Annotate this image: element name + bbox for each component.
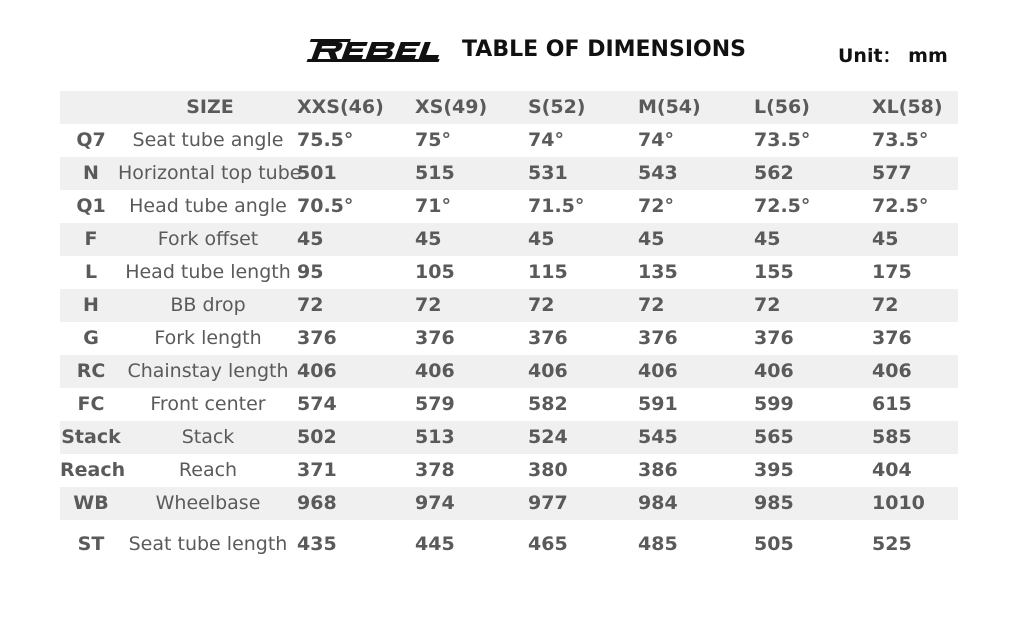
table-cell: 72.5° xyxy=(754,195,811,217)
row-label: BB drop xyxy=(170,294,246,316)
row-code: F xyxy=(84,228,98,250)
table-cell: 404 xyxy=(872,459,912,481)
table-cell: 406 xyxy=(528,360,568,382)
row-label: Horizontal top tube xyxy=(118,162,302,184)
table-cell: 501 xyxy=(297,162,337,184)
table-cell: 45 xyxy=(638,228,665,250)
table-row xyxy=(60,322,958,355)
row-label: Stack xyxy=(181,426,235,448)
table-cell: 406 xyxy=(754,360,794,382)
table-cell: 406 xyxy=(872,360,912,382)
table-cell: 75.5° xyxy=(297,129,354,151)
table-cell: 72 xyxy=(872,294,899,316)
row-label: Head tube length xyxy=(125,261,291,283)
table-cell: 515 xyxy=(415,162,455,184)
size-column-header: S(52) xyxy=(528,96,586,118)
row-label: Wheelbase xyxy=(155,492,261,514)
table-cell: 45 xyxy=(872,228,899,250)
table-cell: 45 xyxy=(297,228,324,250)
table-cell: 465 xyxy=(528,533,568,555)
row-code: Reach xyxy=(60,459,126,481)
table-cell: 115 xyxy=(528,261,568,283)
table-cell: 376 xyxy=(297,327,337,349)
row-label: Fork length xyxy=(154,327,262,349)
table-cell: 71° xyxy=(415,195,451,217)
document-title: TABLE OF DIMENSIONS xyxy=(462,37,746,62)
table-cell: 70.5° xyxy=(297,195,354,217)
table-cell: 378 xyxy=(415,459,455,481)
size-column-header: XS(49) xyxy=(415,96,488,118)
table-row xyxy=(60,289,958,322)
table-row xyxy=(60,190,958,223)
row-code: ST xyxy=(77,533,105,555)
table-cell: 72 xyxy=(415,294,442,316)
table-row xyxy=(60,157,958,190)
table-row xyxy=(60,124,958,157)
size-column-header: XXS(46) xyxy=(297,96,384,118)
table-cell: 155 xyxy=(754,261,794,283)
row-code: N xyxy=(83,162,99,184)
row-code: Stack xyxy=(61,426,121,448)
page-header xyxy=(0,30,1026,76)
table-cell: 406 xyxy=(297,360,337,382)
table-cell: 72° xyxy=(638,195,674,217)
table-row xyxy=(60,487,958,520)
table-cell: 531 xyxy=(528,162,568,184)
table-cell: 525 xyxy=(872,533,912,555)
table-cell: 386 xyxy=(638,459,678,481)
table-row xyxy=(60,454,958,487)
table-cell: 105 xyxy=(415,261,455,283)
table-cell: 485 xyxy=(638,533,678,555)
table-row xyxy=(60,355,958,388)
table-row xyxy=(60,223,958,256)
table-cell: 565 xyxy=(754,426,794,448)
table-cell: 395 xyxy=(754,459,794,481)
table-cell: 71.5° xyxy=(528,195,585,217)
table-cell: 524 xyxy=(528,426,568,448)
size-column-header: L(56) xyxy=(754,96,810,118)
row-code: RC xyxy=(76,360,106,382)
table-cell: 968 xyxy=(297,492,337,514)
table-cell: 45 xyxy=(754,228,781,250)
table-row xyxy=(60,421,958,454)
row-label: Head tube angle xyxy=(129,195,287,217)
table-cell: 376 xyxy=(415,327,455,349)
table-cell: 599 xyxy=(754,393,794,415)
table-cell: 502 xyxy=(297,426,337,448)
table-cell: 376 xyxy=(872,327,912,349)
table-cell: 977 xyxy=(528,492,568,514)
table-cell: 1010 xyxy=(872,492,925,514)
table-cell: 72 xyxy=(638,294,665,316)
table-cell: 545 xyxy=(638,426,678,448)
row-code: H xyxy=(83,294,99,316)
dimensions-table xyxy=(60,91,958,564)
table-cell: 376 xyxy=(638,327,678,349)
table-cell: 72.5° xyxy=(872,195,929,217)
table-cell: 582 xyxy=(528,393,568,415)
table-cell: 72 xyxy=(754,294,781,316)
row-code: L xyxy=(84,261,98,283)
table-cell: 73.5° xyxy=(754,129,811,151)
table-cell: 45 xyxy=(528,228,555,250)
rebel-logo xyxy=(306,36,448,66)
table-cell: 984 xyxy=(638,492,678,514)
table-row xyxy=(60,520,958,564)
table-cell: 615 xyxy=(872,393,912,415)
table-cell: 974 xyxy=(415,492,455,514)
table-cell: 175 xyxy=(872,261,912,283)
table-cell: 74° xyxy=(638,129,674,151)
table-cell: 406 xyxy=(638,360,678,382)
table-cell: 74° xyxy=(528,129,564,151)
table-cell: 72 xyxy=(528,294,555,316)
table-cell: 376 xyxy=(754,327,794,349)
row-label: Chainstay length xyxy=(127,360,289,382)
table-cell: 543 xyxy=(638,162,678,184)
table-cell: 562 xyxy=(754,162,794,184)
size-header: SIZE xyxy=(186,96,234,118)
table-cell: 45 xyxy=(415,228,442,250)
table-cell: 380 xyxy=(528,459,568,481)
table-cell: 505 xyxy=(754,533,794,555)
row-label: Reach xyxy=(178,459,238,481)
table-cell: 579 xyxy=(415,393,455,415)
table-cell: 371 xyxy=(297,459,337,481)
row-label: Front center xyxy=(150,393,266,415)
table-cell: 406 xyxy=(415,360,455,382)
table-cell: 135 xyxy=(638,261,678,283)
row-label: Seat tube length xyxy=(128,533,288,555)
size-column-header: M(54) xyxy=(638,96,701,118)
table-header-row xyxy=(60,91,958,124)
row-code: WB xyxy=(73,492,109,514)
row-code: Q1 xyxy=(76,195,106,217)
table-cell: 577 xyxy=(872,162,912,184)
table-cell: 435 xyxy=(297,533,337,555)
row-label: Fork offset xyxy=(157,228,259,250)
row-label: Seat tube angle xyxy=(132,129,284,151)
table-cell: 73.5° xyxy=(872,129,929,151)
table-cell: 95 xyxy=(297,261,324,283)
table-cell: 574 xyxy=(297,393,337,415)
row-code: G xyxy=(83,327,99,349)
row-code: FC xyxy=(77,393,105,415)
table-cell: 513 xyxy=(415,426,455,448)
table-cell: 72 xyxy=(297,294,324,316)
table-cell: 985 xyxy=(754,492,794,514)
table-cell: 376 xyxy=(528,327,568,349)
table-cell: 75° xyxy=(415,129,451,151)
table-cell: 585 xyxy=(872,426,912,448)
table-row xyxy=(60,388,958,421)
table-cell: 591 xyxy=(638,393,678,415)
size-column-header: XL(58) xyxy=(872,96,943,118)
unit-label: Unit： mm xyxy=(838,45,948,67)
table-row xyxy=(60,256,958,289)
table-cell: 445 xyxy=(415,533,455,555)
row-code: Q7 xyxy=(76,129,106,151)
